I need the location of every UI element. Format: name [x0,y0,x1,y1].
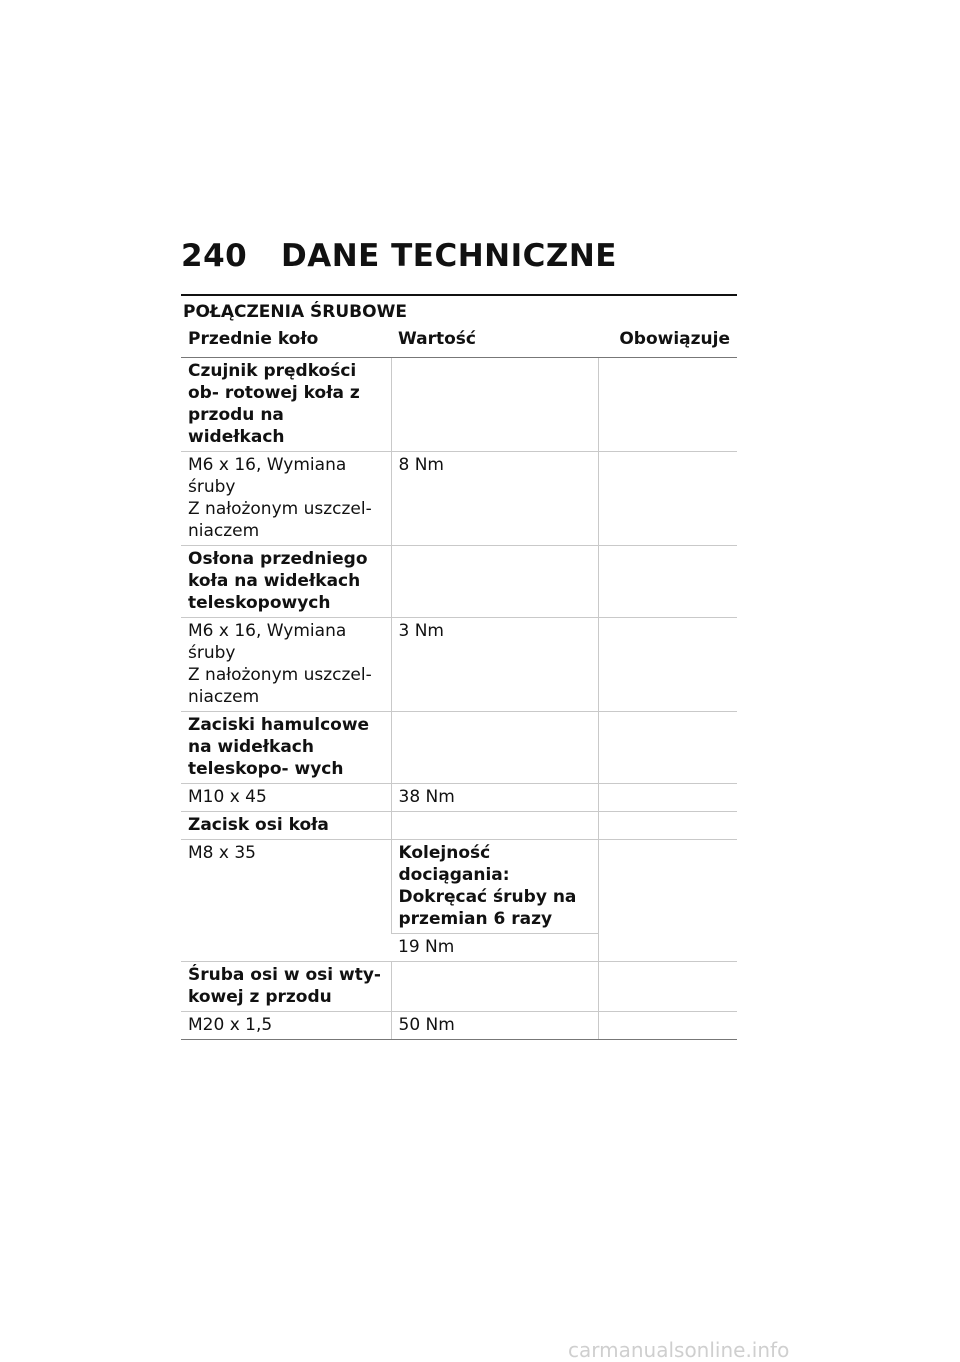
torque-table [181,324,737,1040]
empty-cell [391,812,598,840]
empty-cell [598,712,737,784]
group-name: Śruba osi w osi wty- kowej z przodu [181,962,391,1012]
empty-cell [598,784,737,812]
table-row-group [181,546,737,618]
section-title: POŁĄCZENIA ŚRUBOWE [183,302,407,322]
chapter-title: DANE TECHNICZNE [281,238,617,274]
table-row [181,1012,737,1040]
group-name: Zaciski hamulcowe na widełkach teleskopo- wych [181,712,391,784]
table-row [181,784,737,812]
group-name: Zacisk osi koła [181,812,391,840]
table-row-group [181,358,737,452]
table-row [181,840,737,934]
empty-cell [598,812,737,840]
column-header-value: Wartość [391,324,598,358]
table-row-group [181,812,737,840]
empty-cell [598,962,737,1012]
empty-cell [598,546,737,618]
table-row-group [181,962,737,1012]
bolt-spec: M20 x 1,5 [181,1012,391,1040]
tightening-note: Kolejność dociągania: Dokręcać śruby na przemian 6 razy [391,840,598,934]
empty-cell [598,618,737,712]
torque-value: 19 Nm [391,934,598,962]
empty-cell [598,452,737,546]
torque-value: 3 Nm [391,618,598,712]
bolted-connections-section [181,294,737,1040]
table-row [181,452,737,546]
empty-cell [391,358,598,452]
column-header-component: Przednie koło [181,324,391,358]
bolt-spec: M10 x 45 [181,784,391,812]
table-row-group [181,712,737,784]
watermark-footer: carmanualsonline.info [568,1338,790,1362]
column-header-valid: Obowiązuje [598,324,737,358]
empty-cell [598,1012,737,1040]
group-name: Czujnik prędkości ob- rotowej koła z przodu na widełkach [181,358,391,452]
bolt-spec-text: M6 x 16, Wymiana śruby Z nałożonym uszczel- niaczem [188,455,372,541]
torque-value: 38 Nm [391,784,598,812]
empty-cell [391,712,598,784]
empty-cell [391,546,598,618]
torque-value: 8 Nm [391,452,598,546]
group-name: Osłona przedniego koła na widełkach teleskopowych [181,546,391,618]
bolt-spec [181,618,391,712]
table-header-row [181,324,737,358]
bolt-spec-text: M6 x 16, Wymiana śruby Z nałożonym uszczel- niaczem [188,621,372,707]
torque-value: 50 Nm [391,1012,598,1040]
table-row [181,618,737,712]
empty-cell [598,358,737,452]
page-number: 240 [181,238,248,274]
bolt-spec: M8 x 35 [181,840,391,962]
empty-cell [391,962,598,1012]
bolt-spec [181,452,391,546]
empty-cell [598,840,737,962]
page-header [181,238,617,274]
